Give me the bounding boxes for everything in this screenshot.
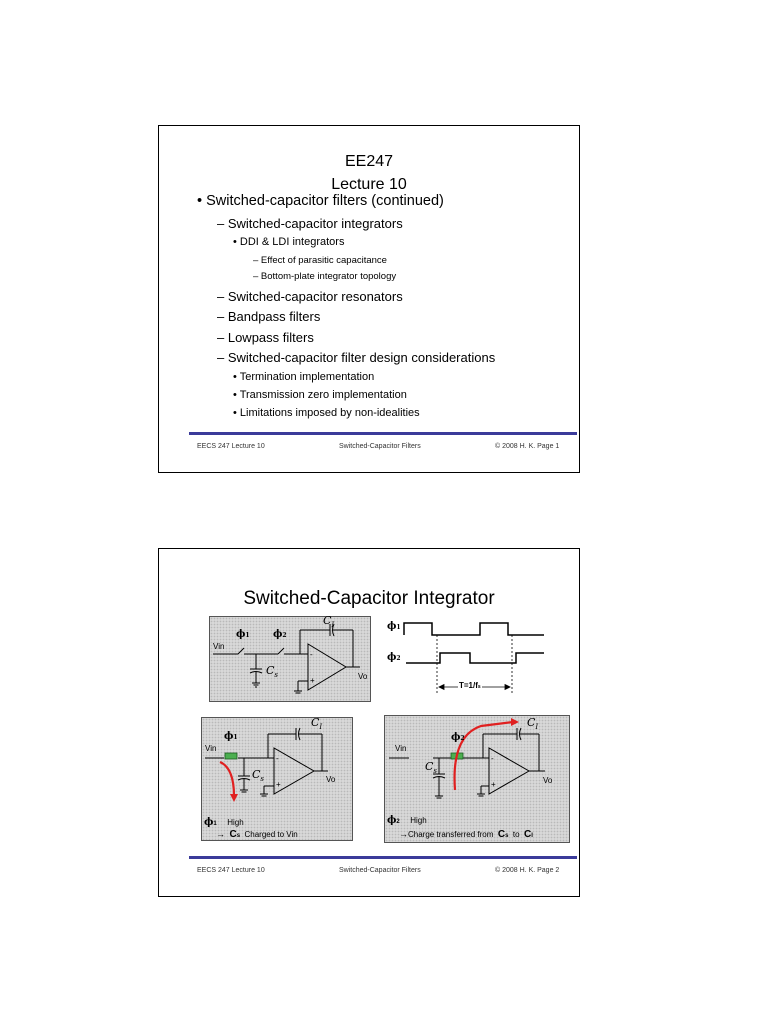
integrator-schematic <box>210 617 372 703</box>
phi2-caption: ϕ2 High <box>387 815 427 826</box>
bullet-item: • Termination implementation <box>233 371 375 383</box>
footer-right: © 2008 H. K. Page 2 <box>495 867 560 874</box>
footer-rule <box>189 432 577 435</box>
bullet-item: – Bottom-plate integrator topology <box>253 271 397 282</box>
bullet-item: – Switched-capacitor integrators <box>217 216 403 231</box>
ci-label: $C_I$ <box>311 716 323 732</box>
bullet-item: • Transmission zero implementation <box>233 389 407 401</box>
opamp-minus: - <box>276 754 279 763</box>
vin-label: Vin <box>213 642 225 651</box>
footer-left: EECS 247 Lecture 10 <box>197 867 265 874</box>
footer-right: © 2008 H. K. Page 1 <box>495 443 560 450</box>
footer-center: Switched-Capacitor Filters <box>339 443 421 450</box>
circuit-panel-phi2 <box>384 715 570 843</box>
opamp-minus: - <box>310 650 313 659</box>
timing-diagram <box>384 617 549 697</box>
ci-label: $C_I$ <box>527 716 539 732</box>
vin-label: Vin <box>205 744 217 753</box>
bullet-main: • Switched-capacitor filters (continued) <box>197 193 444 209</box>
cs-label: $C_s$ <box>266 664 279 680</box>
phi2-label: ϕ2 <box>451 732 465 743</box>
cs-label: $C_s$ <box>425 760 438 776</box>
bullet-item: – Switched-capacitor filter design considerations <box>217 350 496 365</box>
opamp-plus: + <box>276 780 281 789</box>
slide-title: Switched-Capacitor Integrator <box>243 588 495 609</box>
vin-label: Vin <box>395 744 407 753</box>
phi1-label: ϕ1 <box>224 731 238 742</box>
bullet-item: – Switched-capacitor resonators <box>217 289 403 304</box>
slide-title-line2: Lecture 10 <box>331 176 407 193</box>
bullet-item: – Bandpass filters <box>217 309 321 324</box>
slide-title-line1: EE247 <box>344 153 394 170</box>
ci-label: $C_I$ <box>323 614 335 630</box>
footer-rule <box>189 856 577 859</box>
bullet-item: • DDI & LDI integrators <box>233 236 345 248</box>
footer-left: EECS 247 Lecture 10 <box>197 443 265 450</box>
slide-1 <box>158 125 580 473</box>
circuit-panel-phi1 <box>201 717 353 841</box>
bullet-item: • Limitations imposed by non-idealities <box>233 407 420 419</box>
phi1-label: ϕ1 <box>236 629 250 640</box>
vo-label: Vo <box>358 672 368 681</box>
phi2-waveform-label: ϕ2 <box>387 652 401 663</box>
vo-label: Vo <box>543 776 553 785</box>
opamp-plus: + <box>310 676 315 685</box>
footer-center: Switched-Capacitor Filters <box>339 867 421 874</box>
phi1-waveform-label: ϕ1 <box>387 621 401 632</box>
circuit-panel-top <box>209 616 371 702</box>
phi1-caption-line2: → Cs Charged to Vin <box>216 829 298 840</box>
opamp-minus: - <box>491 754 494 763</box>
bullet-item: – Lowpass filters <box>217 330 314 345</box>
cs-label: $C_s$ <box>252 768 265 784</box>
phi1-caption: ϕ1 High <box>204 817 244 828</box>
vo-label: Vo <box>326 775 336 784</box>
period-label: T=1/fs <box>459 681 481 690</box>
phi2-label: ϕ2 <box>273 629 287 640</box>
bullet-item: – Effect of parasitic capacitance <box>253 255 387 266</box>
opamp-plus: + <box>491 780 496 789</box>
slide-2 <box>158 548 580 897</box>
phi2-caption-line2: →Charge transferred from Cs to CI <box>399 829 533 840</box>
